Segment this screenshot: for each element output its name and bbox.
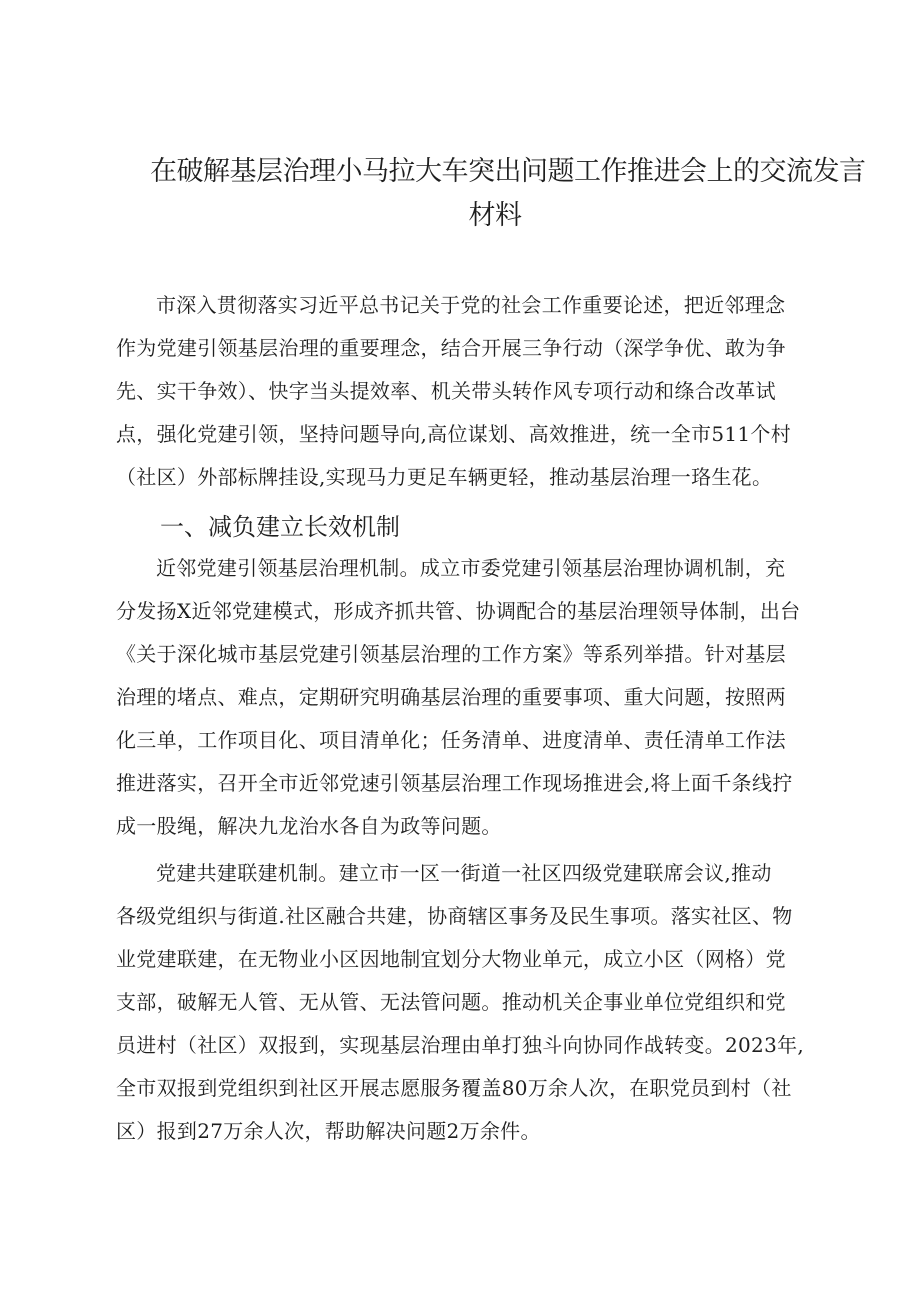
paragraph-line: 市深入贯彻落实习近平总书记关于党的社会工作重要论述，把近邻理念 bbox=[156, 293, 786, 317]
paragraph-line: 党建共建联建机制。建立市一区一街道一社区四级党建联席会议,推动 bbox=[156, 861, 772, 885]
paragraph-line: 推进落实，召开全市近邻党速引领基层治理工作现场推进会,将上面千条线拧 bbox=[116, 771, 793, 795]
paragraph-line: 支部，破解无人管、无从管、无法管问题。推动机关企事业单位党组织和党 bbox=[116, 990, 786, 1014]
paragraph-line: 先、实干争效）、快字当头提效率、机关带头转作风专项行动和绦合改革试 bbox=[116, 379, 776, 403]
paragraph-line: 分发扬X近邻党建模式，形成齐抓共管、协调配合的基层治理领导体制，出台 bbox=[116, 599, 801, 623]
intro-paragraph bbox=[116, 284, 836, 499]
title-line: 在破解基层治理小马拉大车突出问题工作推进会上的交流发言 bbox=[150, 156, 866, 187]
section-heading: 一、减负建立长效机制 bbox=[160, 513, 400, 541]
title-line: 材料 bbox=[468, 200, 522, 231]
paragraph-line: 点，强化党建引领，坚持问题导向,高位谋划、高效推进，统一全市511个村 bbox=[116, 422, 792, 446]
paragraph-line: 《关于深化城市基层党建引领基层治理的工作方案》等系列举措。针对基层 bbox=[116, 642, 786, 666]
paragraph-line: 近邻党建引领基层治理机制。成立市委党建引领基层治理协调机制，充 bbox=[156, 556, 786, 580]
section1-paragraph-2 bbox=[116, 852, 836, 1153]
paragraph-line: 全市双报到党组织到社区开展志愿服务覆盖80万余人次，在职党员到村（社 bbox=[116, 1076, 792, 1100]
paragraph-line: 区）报到27万余人次，帮助解决问题2万余件。 bbox=[116, 1119, 541, 1143]
paragraph-line: 员进村（社区）双报到，实现基层治理由单打独斗向协同作战转变。2023年, bbox=[116, 1033, 805, 1057]
section1-paragraph-1 bbox=[116, 547, 836, 848]
paragraph-line: 作为党建引领基层治理的重要理念，结合开展三争行动（深学争优、敢为争 bbox=[116, 336, 786, 360]
paragraph-line: 治理的堵点、难点，定期研究明确基层治理的重要事项、重大问题，按照两 bbox=[116, 685, 786, 709]
paragraph-line: 各级党组织与街道.社区融合共建，协商辖区事务及民生事项。落实社区、物 bbox=[116, 904, 793, 928]
paragraph-line: 成一股绳，解决九龙治水各自为政等问题。 bbox=[116, 814, 502, 838]
paragraph-line: （社区）外部标牌挂设,实现马力更足车辆更轻，推动基层治理一珞生花。 bbox=[116, 465, 773, 489]
document-title bbox=[150, 150, 866, 238]
paragraph-line: 化三单，工作项目化、项目清单化；任务清单、进度清单、责任清单工作法 bbox=[116, 728, 786, 752]
paragraph-line: 业党建联建，在无物业小区因地制宜划分大物业单元，成立小区（网格）党 bbox=[116, 947, 786, 971]
